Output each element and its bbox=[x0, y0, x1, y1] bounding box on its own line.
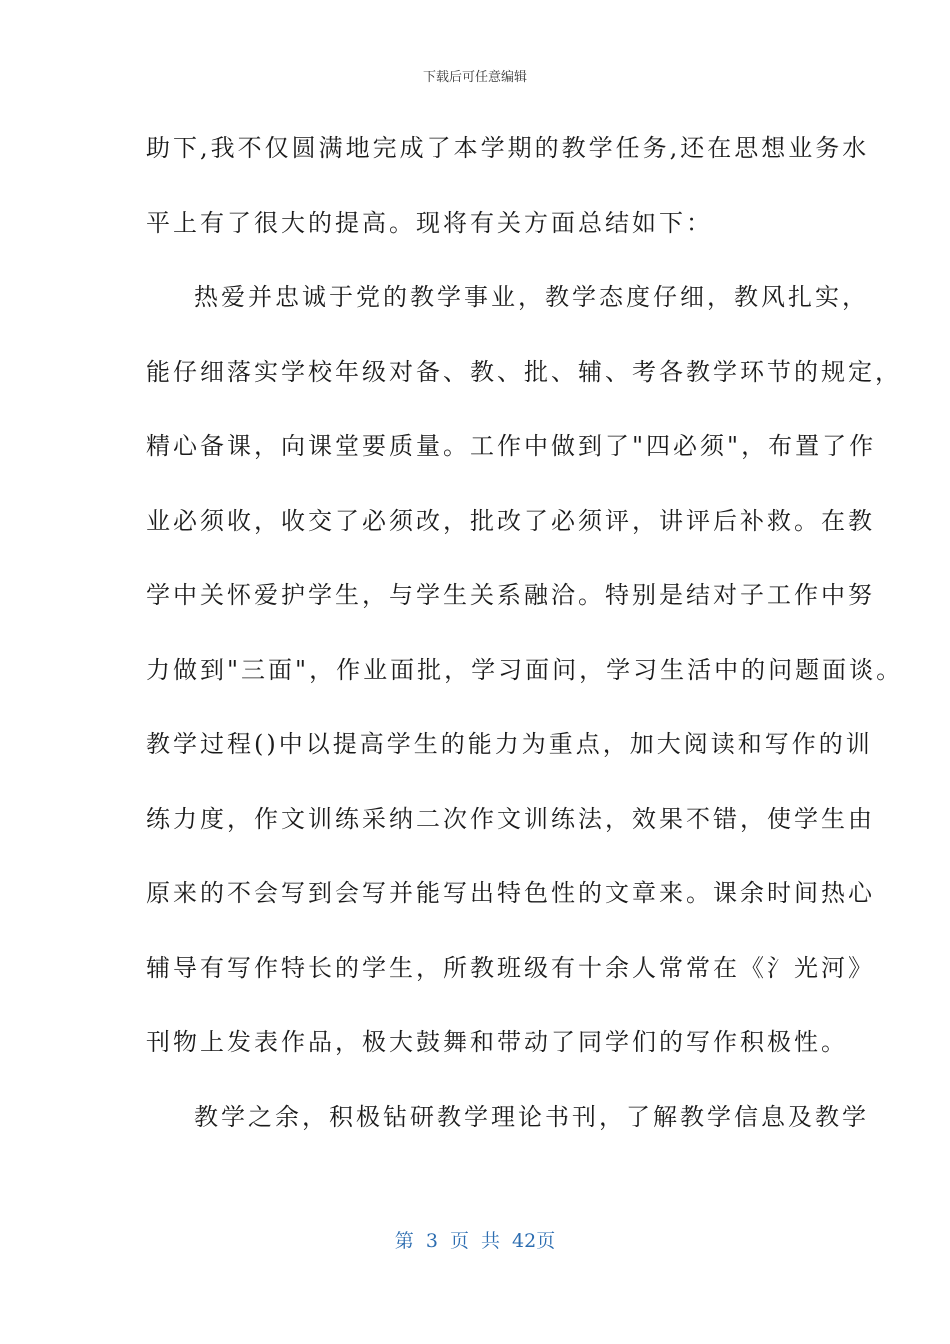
text-line: 原来的不会写到会写并能写出特色性的文章来。课余时间热心 bbox=[146, 879, 875, 907]
text-line: 平上有了很大的提高。现将有关方面总结如下： bbox=[146, 208, 713, 237]
text-line: 教学过程()中以提高学生的能力为重点，加大阅读和写作的训 bbox=[146, 730, 873, 758]
text-line: 刊物上发表作品，极大鼓舞和带动了同学们的写作积极性。 bbox=[146, 1028, 848, 1056]
document-body bbox=[146, 128, 904, 1171]
text-line: 能仔细落实学校年级对备、教、批、辅、考各教学环节的规定， bbox=[146, 357, 902, 386]
text-line: 业必须收，收交了必须改，批改了必须评，讲评后补救。在教 bbox=[146, 506, 875, 535]
text-line: 练力度，作文训练采纳二次作文训练法，效果不错，使学生由 bbox=[146, 804, 875, 833]
paragraph-start-line: 教学之余，积极钻研教学理论书刊，了解教学信息及教学 bbox=[194, 1102, 869, 1131]
text-line: 助下,我不仅圆满地完成了本学期的教学任务,还在思想业务水 bbox=[146, 134, 870, 162]
page-number-footer: 第 3 页 共 42页 bbox=[394, 1230, 556, 1252]
text-line: 力做到"三面"，作业面批，学习面问，学习生活中的问题面谈。 bbox=[146, 655, 904, 684]
text-line: 辅导有写作特长的学生，所教班级有十余人常常在《氵光河》 bbox=[146, 953, 875, 982]
paragraph-start-line: 热爱并忠诚于党的教学事业，教学态度仔细，教风扎实， bbox=[194, 283, 869, 311]
text-line: 学中关怀爱护学生，与学生关系融洽。特别是结对子工作中努 bbox=[146, 581, 875, 609]
text-line: 精心备课，向课堂要质量。工作中做到了"四必须"，布置了作 bbox=[146, 432, 877, 460]
page-header: 下载后可任意编辑 bbox=[422, 70, 527, 85]
